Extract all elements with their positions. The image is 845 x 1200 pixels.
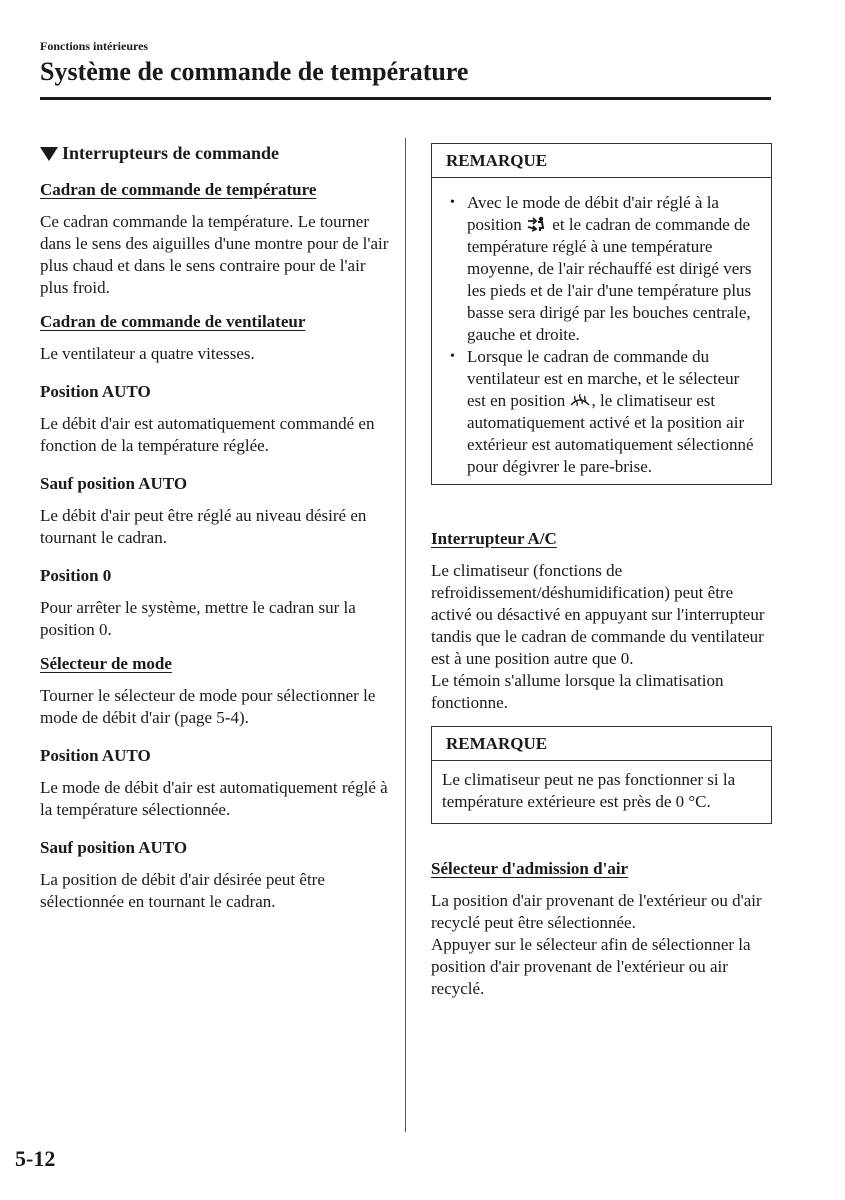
bilevel-airflow-icon (526, 216, 548, 232)
ac-switch-text: Le climatiseur (fonctions de refroidissement/déshumidification) peut être activé ou désactivé en appuyant sur l'interrupteur tandis que le cadran de commande du ventilateur est à une position autre que 0. (431, 561, 765, 668)
fan-zero-text: Pour arrêter le système, mettre le cadran sur la position 0. (40, 598, 356, 639)
intake-selector-heading: Sélecteur d'admission d'air (431, 859, 629, 878)
column-divider (405, 138, 406, 1132)
right-column (431, 143, 772, 1000)
mode-selector-text: Tourner le sélecteur de mode pour sélectionner le mode de débit d'air (page 5-4). (40, 686, 376, 727)
note-box-2 (431, 726, 772, 824)
fan-auto-heading: Position AUTO (40, 382, 151, 401)
section-label: Fonctions intérieures (40, 39, 149, 53)
note-title: REMARQUE (432, 727, 771, 761)
temp-dial-text: Ce cadran commande la température. Le tourner dans le sens des aiguilles d'une montre pour de l'air plus chaud et dans le sens contraire pour de l'air plus froid. (40, 212, 389, 297)
mode-auto-text: Le mode de débit d'air est automatiquement réglé à la température sélectionnée. (40, 778, 388, 819)
fan-auto-text: Le débit d'air est automatiquement commandé en fonction de la température réglée. (40, 414, 375, 455)
fan-except-auto-text: Le débit d'air peut être réglé au niveau désiré en tournant le cadran. (40, 506, 367, 547)
note-bullet (450, 346, 761, 478)
fan-dial-text: Le ventilateur a quatre vitesses. (40, 344, 255, 363)
page-number: 5-12 (15, 1146, 56, 1171)
bullet-dot-icon: • (450, 349, 455, 364)
mode-selector-heading: Sélecteur de mode (40, 654, 172, 673)
fan-zero-heading: Position 0 (40, 566, 112, 585)
main-heading-text: Interrupteurs de commande (62, 143, 279, 163)
ac-switch-heading: Interrupteur A/C (431, 529, 557, 548)
note-body (432, 178, 771, 484)
bullet-dot-icon: • (450, 195, 455, 210)
note-text: Le climatiseur peut ne pas fonctionner si la température extérieure est près de 0 °C. (442, 770, 736, 811)
fan-dial-heading: Cadran de commande de ventilateur (40, 312, 306, 331)
note-bullet (450, 192, 761, 346)
title-rule (40, 97, 771, 100)
mode-except-auto-heading: Sauf position AUTO (40, 838, 188, 857)
temp-dial-heading: Cadran de commande de température (40, 180, 317, 199)
note-body (432, 761, 771, 823)
ac-switch-indicator-text: Le témoin s'allume lorsque la climatisation fonctionne. (431, 671, 724, 712)
note-box-1 (431, 143, 772, 485)
page-title: Système de commande de température (40, 57, 469, 86)
triangle-marker-icon (40, 147, 58, 161)
fan-except-auto-heading: Sauf position AUTO (40, 474, 188, 493)
intake-selector-text: La position d'air provenant de l'extérieur ou d'air recyclé peut être sélectionnée. (431, 891, 762, 932)
mode-auto-heading: Position AUTO (40, 746, 151, 765)
intake-selector-text-2: Appuyer sur le sélecteur afin de sélectionner la position d'air provenant de l'extérieur ou air recyclé. (431, 935, 751, 998)
note-title: REMARQUE (432, 144, 771, 178)
note-bullet-text: Avec le mode de débit d'air réglé à la position et le cadran de commande de température réglé à une température moyenne, de l'air réchauffé est dirigé vers les pieds et de l'air d'une température plus basse sera dirigé par les bouches centrale, gauche et droite. (467, 193, 752, 344)
windshield-defroster-icon (569, 392, 591, 408)
mode-except-auto-text: La position de débit d'air désirée peut être sélectionnée en tournant le cadran. (40, 870, 325, 911)
main-heading (40, 141, 390, 165)
left-column (40, 141, 390, 924)
note-bullet-text: Lorsque le cadran de commande du ventilateur est en marche, et le sélecteur est en position , le climatiseur est automatiquement activé et la position air extérieur est automatiquement sélectionné pour dégivrer le pare-brise. (467, 347, 754, 476)
